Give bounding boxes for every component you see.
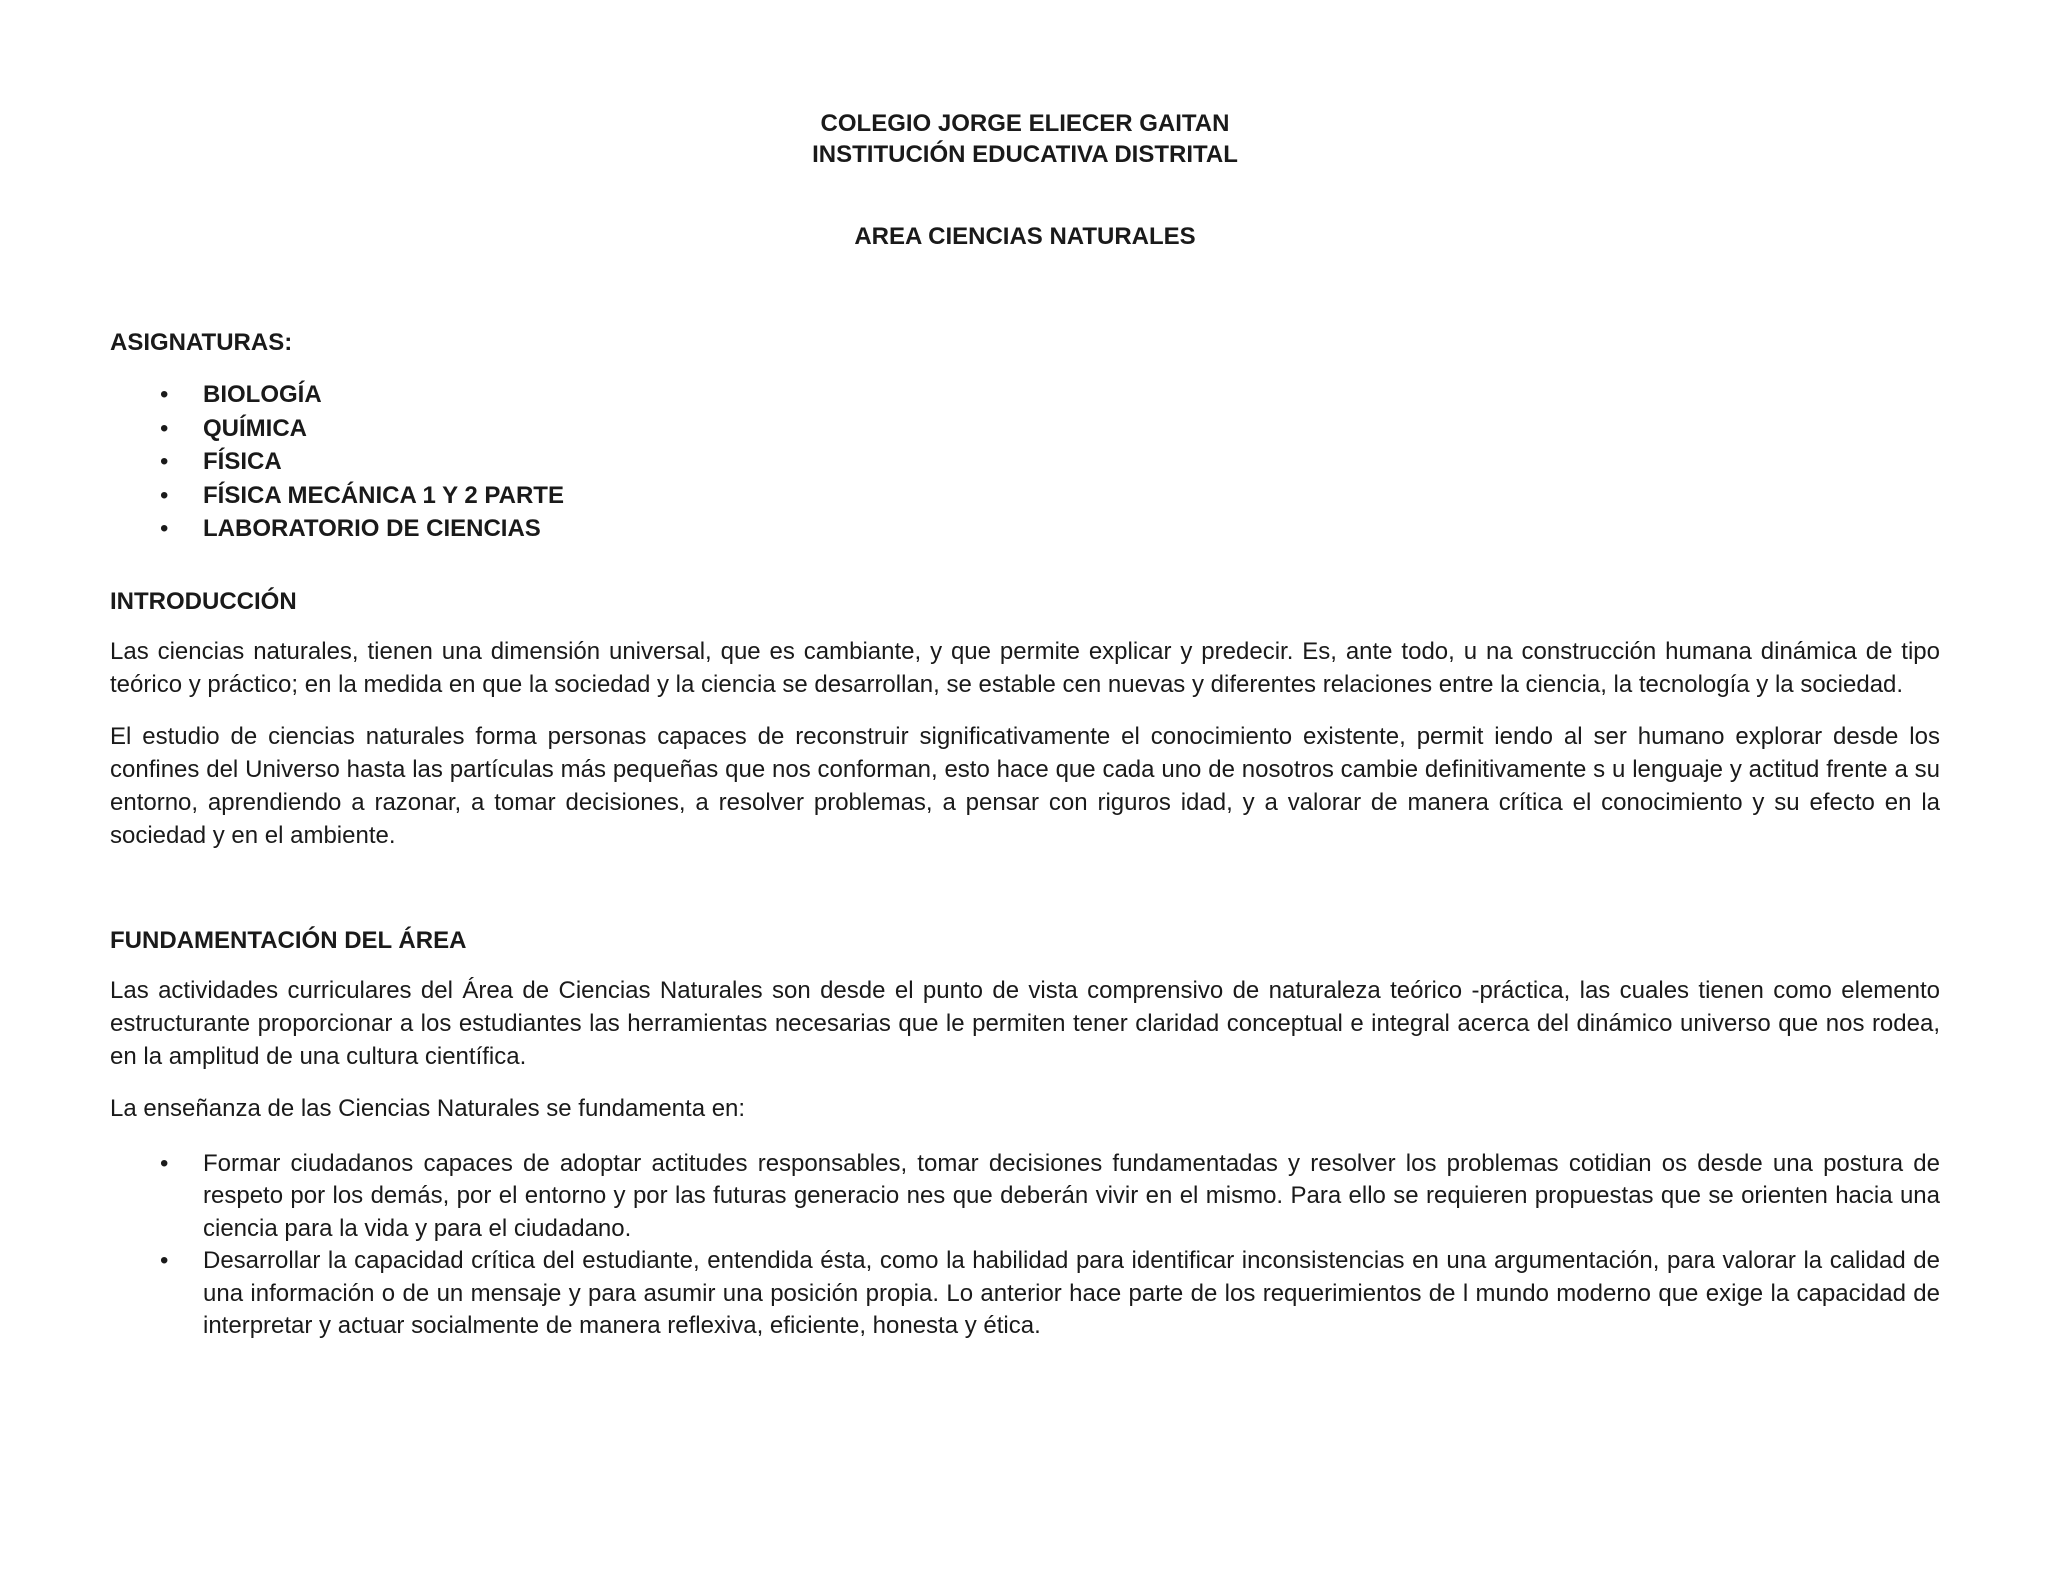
document-header	[110, 108, 1940, 170]
fundamentacion-paragraph: Las actividades curriculares del Área de Ciencias Naturales son desde el punto de vista comprensivo de naturaleza teórico -práctica, las cuales tienen como elemento estructurante proporcionar a los estudiantes las herramientas necesarias que le permiten tener claridad conceptual e integral acerca del dinámico universo que nos rodea, en la amplitud de una cultura científica.	[110, 976, 1940, 1070]
document-page	[110, 108, 1940, 1343]
list-item	[110, 412, 1940, 446]
bullet-icon: •	[160, 414, 169, 442]
point-text: Desarrollar la capacidad crítica del estudiante, entendida ésta, como la habilidad para identificar inconsistencias en una argumentación, para valorar la calidad de una información o de un mensaje y para asumir una posición propia. Lo anterior hace parte de los requerimientos de l mundo moderno que exige la capacidad de interpretar y actuar socialmente de manera reflexiva, eficiente, honesta y ética.	[203, 1247, 1940, 1339]
area-title: AREA CIENCIAS NATURALES	[854, 223, 1196, 250]
list-item	[110, 1148, 1940, 1246]
bullet-icon: •	[160, 1247, 169, 1274]
subject-label: FÍSICA	[203, 448, 282, 475]
institution-name: INSTITUCIÓN EDUCATIVA DISTRITAL	[812, 141, 1238, 168]
intro-paragraph-2: El estudio de ciencias naturales forma personas capaces de reconstruir significativamente el conocimiento existente, permit iendo al ser humano explorar desde los confines del Universo hasta las partículas más pequeñas que nos conforman, esto hace que cada uno de nosotros cambie definitivamente s u lenguaje y actitud frente a su entorno, aprendiendo a razonar, a tomar decisiones, a resolver problemas, a pensar con riguros idad, y a valorar de manera crítica el conocimiento y su efecto en la sociedad y en el ambiente.	[110, 722, 1940, 849]
fundamentacion-heading: FUNDAMENTACIÓN DEL ÁREA	[110, 926, 467, 954]
school-name: COLEGIO JORGE ELIECER GAITAN	[820, 110, 1230, 137]
intro-paragraph-1: Las ciencias naturales, tienen una dimensión universal, que es cambiante, y que permite explicar y predecir. Es, ante todo, u na construcción humana dinámica de tipo teórico y práctico; en la medida en que la sociedad y la ciencia se desarrollan, se estable cen nuevas y diferentes relaciones entre la ciencia, la tecnología y la sociedad.	[110, 637, 1940, 698]
bullet-icon: •	[160, 481, 169, 509]
subject-label: QUÍMICA	[203, 414, 307, 442]
bullet-icon: •	[160, 448, 169, 475]
list-item	[110, 445, 1940, 479]
subject-label: LABORATORIO DE CIENCIAS	[203, 515, 541, 542]
subject-label: FÍSICA MECÁNICA 1 Y 2 PARTE	[203, 481, 564, 509]
list-item	[110, 479, 1940, 513]
fundamentacion-points	[110, 1148, 1940, 1343]
list-item	[110, 1245, 1940, 1343]
asignaturas-heading: ASIGNATURAS:	[110, 329, 293, 356]
subject-list	[110, 378, 1940, 546]
fundamentacion-lead: La enseñanza de las Ciencias Naturales se fundamenta en:	[110, 1094, 746, 1122]
list-item	[110, 512, 1940, 546]
bullet-icon: •	[160, 515, 169, 542]
point-text: Formar ciudadanos capaces de adoptar actitudes responsables, tomar decisiones fundamentadas y resolver los problemas cotidian os desde una postura de respeto por los demás, por el entorno y por las futuras generacio nes que deberán vivir en el mismo. Para ello se requieren propuestas que se orienten hacia una ciencia para la vida y para el ciudadano.	[203, 1149, 1940, 1242]
subject-label: BIOLOGÍA	[203, 381, 322, 408]
bullet-icon: •	[160, 381, 169, 408]
bullet-icon: •	[160, 1149, 169, 1177]
introduccion-heading: INTRODUCCIÓN	[110, 587, 297, 615]
list-item	[110, 378, 1940, 412]
